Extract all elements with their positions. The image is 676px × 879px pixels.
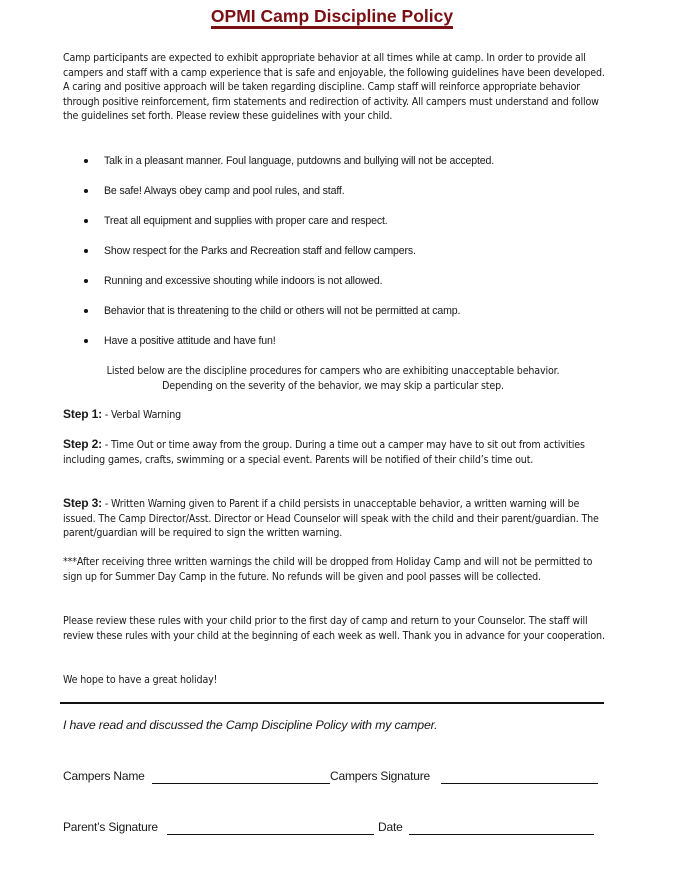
guideline-item: Show respect for the Parks and Recreation staff and fellow campers. [84,244,494,274]
review-note: Please review these rules with your child prior to the first day of camp and return to your Counselor. The staff will review these rules with your child at the beginning of each week as well. Thank you in advance for your cooperation. [63,615,605,642]
parents-signature-field[interactable] [167,834,374,835]
guideline-item: Be safe! Always obey camp and pool rules, and staff. [84,184,494,214]
bullet-icon [84,219,88,223]
step-1: Step 1: - Verbal Warning [63,407,182,421]
campers-signature-field[interactable] [441,783,598,784]
date-field[interactable] [409,834,594,835]
step-label: Step 1: [63,407,102,421]
step-label: Step 2: [63,437,102,451]
closing-text: We hope to have a great holiday! [63,674,218,686]
date-label: Date [378,820,403,834]
bullet-icon [84,279,88,283]
parents-signature-label: Parent’s Signature [63,820,158,834]
intro-paragraph: Camp participants are expected to exhibit appropriate behavior at all times while at camp. In order to provide all campers and staff with a camp experience that is safe and enjoyable, the following guidelines have been developed. A caring and positive approach will be taken regarding discipline. Camp staff will reinforce appropriate behavior through positive reinforcement, firm statements and redirection of activity. All campers must understand and follow the guidelines set forth. Please review these guidelines with your child. [63,52,605,123]
guideline-item: Have a positive attitude and have fun! [84,334,494,364]
guideline-item: Behavior that is threatening to the child or others will not be permitted at camp. [84,304,494,334]
bullet-icon [84,159,88,163]
guideline-item: Treat all equipment and supplies with proper care and respect. [84,214,494,244]
acknowledgement-statement: I have read and discussed the Camp Discipline Policy with my camper. [63,718,438,732]
page-title: OPMI Camp Discipline Policy [211,6,453,29]
guideline-item: Running and excessive shouting while indoors is not allowed. [84,274,494,304]
bullet-icon [84,339,88,343]
campers-signature-label: Campers Signature [330,769,430,783]
step-label: Step 3: [63,496,102,510]
bullet-icon [84,249,88,253]
guideline-item: Talk in a pleasant manner. Foul language, putdowns and bullying will not be accepted. [84,154,494,184]
campers-name-field[interactable] [152,783,330,784]
bullet-icon [84,189,88,193]
guidelines-list [84,154,494,364]
horizontal-divider [60,702,604,704]
step-2: Step 2: - Time Out or time away from the group. During a time out a camper may have to sit out from activities including games, crafts, swimming or a special event. Parents will be notified of their child’s time out. [63,437,585,466]
step-3: Step 3: - Written Warning given to Parent if a child persists in unacceptable behavior, a written warning will be issued. The Camp Director/Asst. Director or Head Counselor will speak with the child and their parent/guardian. The parent/guardian will be required to sign the written warning. [63,496,599,540]
bullet-icon [84,309,88,313]
procedures-intro: Listed below are the discipline procedures for campers who are exhibiting unacceptable behavior. Depending on the severity of the behavior, we may skip a particular step. [106,365,560,392]
warning-note: ***After receiving three written warnings the child will be dropped from Holiday Camp and will not be permitted to sign up for Summer Day Camp in the future. No refunds will be given and pool passes will be collected. [63,556,593,583]
page-title-container [0,6,664,29]
campers-name-label: Campers Name [63,769,145,783]
